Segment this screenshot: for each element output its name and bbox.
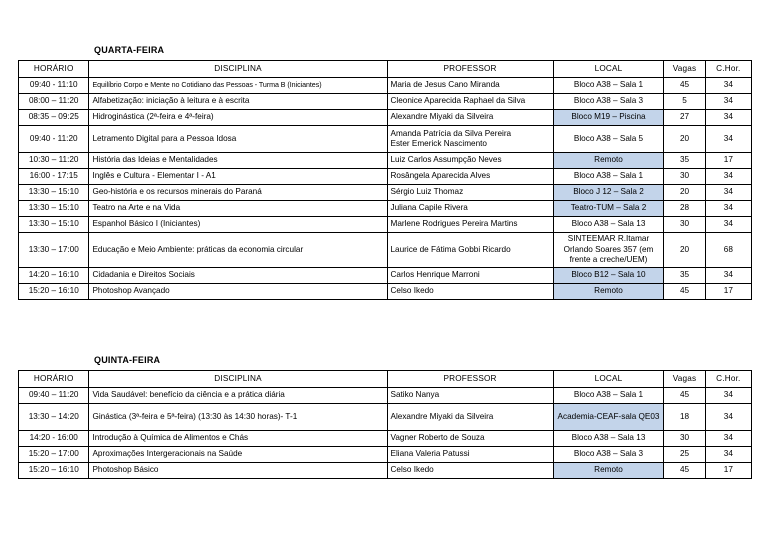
- cell-horario: 15:20 – 16:10: [19, 463, 89, 479]
- cell-professor: Vagner Roberto de Souza: [387, 431, 553, 447]
- cell-disciplina: Espanhol Básico I (Iniciantes): [89, 217, 387, 233]
- cell-chor: 34: [705, 185, 751, 201]
- cell-disciplina: Aproximações Intergeracionais na Saúde: [89, 447, 387, 463]
- cell-horario: 15:20 – 16:10: [19, 283, 89, 299]
- day-label-quarta-feira: QUARTA-FEIRA: [94, 45, 165, 55]
- cell-vagas: 28: [664, 201, 705, 217]
- cell-vagas: 5: [664, 94, 705, 110]
- cell-professor: Alexandre Miyaki da Silveira: [387, 110, 553, 126]
- cell-chor: 34: [705, 110, 751, 126]
- table-row: [19, 78, 752, 94]
- table-body-quarta-feira: [19, 78, 752, 300]
- column-header-vagas: Vagas: [664, 371, 705, 388]
- cell-chor: 17: [705, 283, 751, 299]
- cell-horario: 14:20 – 16:10: [19, 267, 89, 283]
- cell-horario: 15:20 – 17:00: [19, 447, 89, 463]
- cell-disciplina: Letramento Digital para a Pessoa Idosa: [89, 126, 387, 153]
- cell-vagas: 18: [664, 404, 705, 431]
- cell-disciplina: Vida Saudável: benefício da ciência e a prática diária: [89, 388, 387, 404]
- column-header-horario: HORÁRIO: [19, 371, 89, 388]
- cell-professor: Alexandre Miyaki da Silveira: [387, 404, 553, 431]
- table-header-quinta-feira: [19, 371, 752, 388]
- cell-chor: 34: [705, 404, 751, 431]
- table-row: [19, 267, 752, 283]
- cell-local: Bloco A38 – Sala 13: [553, 431, 664, 447]
- cell-disciplina: Inglês e Cultura - Elementar I - A1: [89, 169, 387, 185]
- cell-horario: 08:00 – 11:20: [19, 94, 89, 110]
- cell-disciplina: Photoshop Básico: [89, 463, 387, 479]
- cell-local: Remoto: [553, 283, 664, 299]
- cell-professor: Rosângela Aparecida Alves: [387, 169, 553, 185]
- cell-horario: 13:30 – 15:10: [19, 217, 89, 233]
- cell-chor: 17: [705, 153, 751, 169]
- cell-professor: Laurice de Fátima Gobbi Ricardo: [387, 233, 553, 268]
- cell-chor: 17: [705, 463, 751, 479]
- cell-local: Bloco A38 – Sala 3: [553, 447, 664, 463]
- cell-horario: 14:20 - 16:00: [19, 431, 89, 447]
- table-row: [19, 217, 752, 233]
- cell-local: Bloco A38 – Sala 1: [553, 169, 664, 185]
- cell-chor: 34: [705, 169, 751, 185]
- cell-horario: 13:30 – 17:00: [19, 233, 89, 268]
- cell-professor: Eliana Valeria Patussi: [387, 447, 553, 463]
- cell-vagas: 30: [664, 217, 705, 233]
- cell-vagas: 27: [664, 110, 705, 126]
- cell-vagas: 45: [664, 78, 705, 94]
- cell-professor: Satiko Nanya: [387, 388, 553, 404]
- cell-chor: 34: [705, 78, 751, 94]
- cell-horario: 09:40 - 11:10: [19, 78, 89, 94]
- cell-disciplina: Teatro na Arte e na Vida: [89, 201, 387, 217]
- table-row: [19, 388, 752, 404]
- cell-horario: 16:00 - 17:15: [19, 169, 89, 185]
- cell-chor: 34: [705, 217, 751, 233]
- cell-disciplina: Photoshop Avançado: [89, 283, 387, 299]
- cell-local: Teatro-TUM – Sala 2: [553, 201, 664, 217]
- cell-professor: Luiz Carlos Assumpção Neves: [387, 153, 553, 169]
- cell-vagas: 35: [664, 267, 705, 283]
- cell-local: Bloco M19 – Piscina: [553, 110, 664, 126]
- table-row: [19, 463, 752, 479]
- cell-disciplina: Educação e Meio Ambiente: práticas da economia circular: [89, 233, 387, 268]
- column-header-chor: C.Hor.: [705, 61, 751, 78]
- table-body-quinta-feira: [19, 388, 752, 479]
- cell-horario: 08:35 – 09:25: [19, 110, 89, 126]
- cell-local: Bloco A38 – Sala 3: [553, 94, 664, 110]
- cell-vagas: 20: [664, 233, 705, 268]
- schedule-table-quarta-feira: [18, 60, 752, 300]
- cell-vagas: 20: [664, 126, 705, 153]
- column-header-professor: PROFESSOR: [387, 61, 553, 78]
- cell-chor: 34: [705, 388, 751, 404]
- table-row: [19, 431, 752, 447]
- cell-chor: 34: [705, 126, 751, 153]
- cell-disciplina: Ginástica (3ª-feira e 5ª-feira) (13:30 às 14:30 horas)- T-1: [89, 404, 387, 431]
- cell-vagas: 45: [664, 388, 705, 404]
- column-header-horario: HORÁRIO: [19, 61, 89, 78]
- cell-chor: 68: [705, 233, 751, 268]
- table-row: [19, 447, 752, 463]
- cell-local: Bloco J 12 – Sala 2: [553, 185, 664, 201]
- schedule-table-quinta-feira: [18, 370, 752, 479]
- cell-professor: Marlene Rodrigues Pereira Martins: [387, 217, 553, 233]
- cell-horario: 13:30 – 15:10: [19, 185, 89, 201]
- cell-chor: 34: [705, 447, 751, 463]
- column-header-chor: C.Hor.: [705, 371, 751, 388]
- column-header-professor: PROFESSOR: [387, 371, 553, 388]
- cell-chor: 34: [705, 431, 751, 447]
- table-row: [19, 126, 752, 153]
- header-row: [19, 61, 752, 78]
- cell-disciplina: Equilíbrio Corpo e Mente no Cotidiano das Pessoas - Turma B (Iniciantes): [89, 78, 387, 94]
- day-block-quarta-feira: [0, 44, 768, 300]
- cell-chor: 34: [705, 94, 751, 110]
- cell-vagas: 45: [664, 283, 705, 299]
- cell-vagas: 30: [664, 169, 705, 185]
- cell-local: Bloco A38 – Sala 1: [553, 388, 664, 404]
- header-row: [19, 371, 752, 388]
- cell-professor: Celso Ikedo: [387, 463, 553, 479]
- cell-horario: 13:30 – 15:10: [19, 201, 89, 217]
- table-row: [19, 110, 752, 126]
- cell-professor: Celso Ikedo: [387, 283, 553, 299]
- cell-horario: 09:40 – 11:20: [19, 388, 89, 404]
- cell-local: Remoto: [553, 153, 664, 169]
- cell-local: Bloco A38 – Sala 1: [553, 78, 664, 94]
- column-header-local: LOCAL: [553, 371, 664, 388]
- cell-local: Bloco B12 – Sala 10: [553, 267, 664, 283]
- table-row: [19, 233, 752, 268]
- cell-chor: 34: [705, 201, 751, 217]
- cell-disciplina: Geo-história e os recursos minerais do Paraná: [89, 185, 387, 201]
- cell-professor: Cleonice Aparecida Raphael da Silva: [387, 94, 553, 110]
- column-header-disciplina: DISCIPLINA: [89, 61, 387, 78]
- cell-disciplina: Cidadania e Direitos Sociais: [89, 267, 387, 283]
- cell-professor: Juliana Capile Rivera: [387, 201, 553, 217]
- cell-horario: 13:30 – 14:20: [19, 404, 89, 431]
- column-header-vagas: Vagas: [664, 61, 705, 78]
- table-row: [19, 283, 752, 299]
- cell-horario: 09:40 - 11:20: [19, 126, 89, 153]
- cell-local: Bloco A38 – Sala 13: [553, 217, 664, 233]
- table-header-quarta-feira: [19, 61, 752, 78]
- cell-disciplina: Introdução à Química de Alimentos e Chás: [89, 431, 387, 447]
- cell-local: Remoto: [553, 463, 664, 479]
- cell-vagas: 35: [664, 153, 705, 169]
- cell-vagas: 45: [664, 463, 705, 479]
- table-row: [19, 201, 752, 217]
- table-row: [19, 169, 752, 185]
- cell-professor: Maria de Jesus Cano Miranda: [387, 78, 553, 94]
- day-block-quinta-feira: [0, 354, 768, 479]
- table-row: [19, 185, 752, 201]
- cell-horario: 10:30 – 11:20: [19, 153, 89, 169]
- day-label-quinta-feira: QUINTA-FEIRA: [94, 355, 161, 365]
- cell-local: SINTEEMAR R.Itamar Orlando Soares 357 (em frente a creche/UEM): [553, 233, 664, 268]
- cell-disciplina: História das Ideias e Mentalidades: [89, 153, 387, 169]
- cell-vagas: 20: [664, 185, 705, 201]
- cell-local: Academia-CEAF-sala QE03: [553, 404, 664, 431]
- cell-vagas: 25: [664, 447, 705, 463]
- table-row: [19, 94, 752, 110]
- cell-disciplina: Hidroginástica (2ª-feira e 4ª-feira): [89, 110, 387, 126]
- cell-local: Bloco A38 – Sala 5: [553, 126, 664, 153]
- column-header-local: LOCAL: [553, 61, 664, 78]
- cell-professor: Sérgio Luiz Thomaz: [387, 185, 553, 201]
- column-header-disciplina: DISCIPLINA: [89, 371, 387, 388]
- cell-vagas: 30: [664, 431, 705, 447]
- cell-professor: Amanda Patrícia da Silva Pereira Ester Emerick Nascimento: [387, 126, 553, 153]
- table-row: [19, 153, 752, 169]
- cell-chor: 34: [705, 267, 751, 283]
- cell-professor: Carlos Henrique Marroni: [387, 267, 553, 283]
- table-row: [19, 404, 752, 431]
- cell-disciplina: Alfabetização: iniciação à leitura e à escrita: [89, 94, 387, 110]
